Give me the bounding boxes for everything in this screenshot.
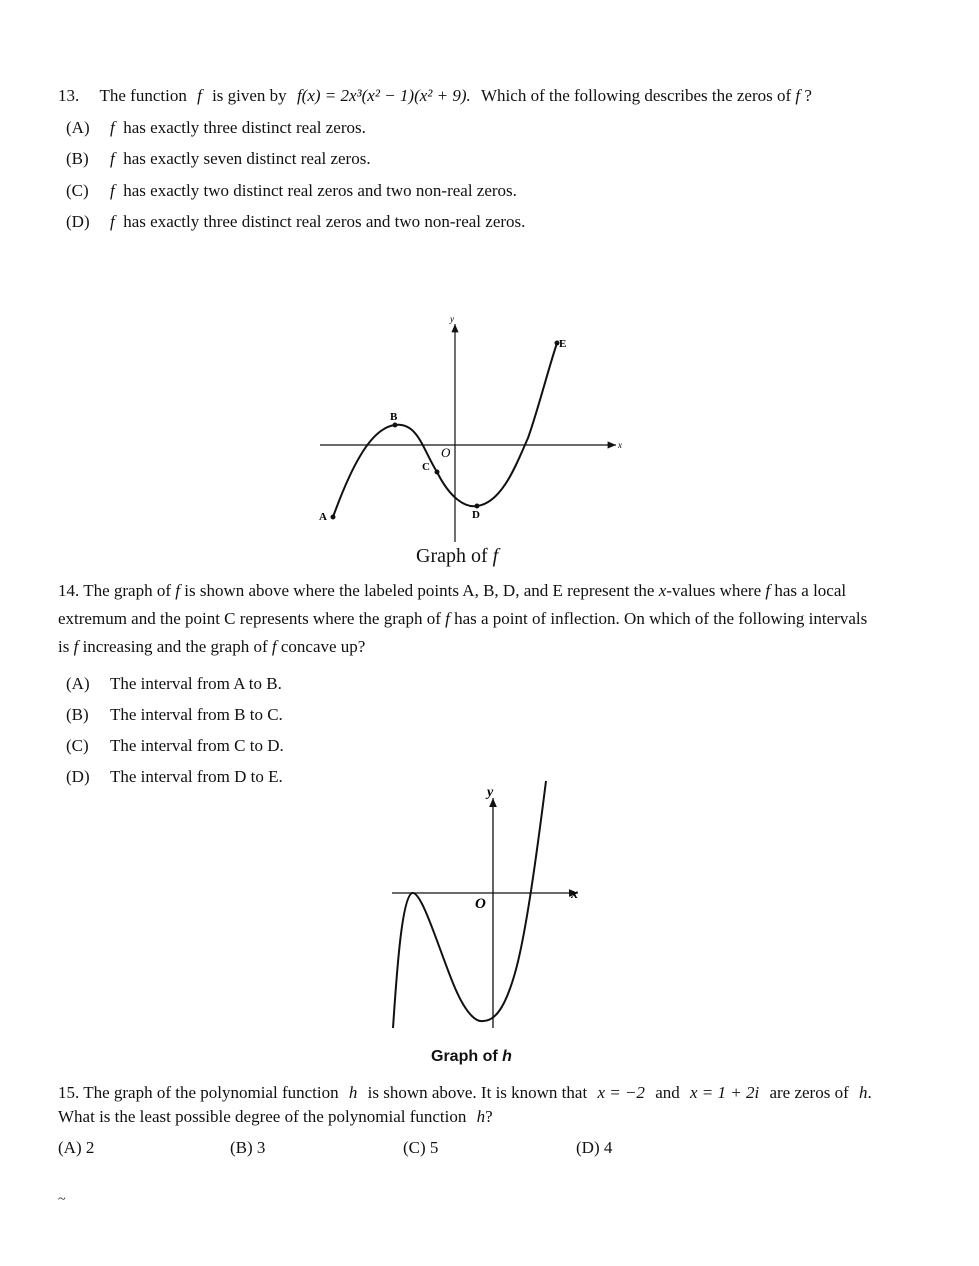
q13-stem-suffix: Which of the following describes the zeros of: [481, 86, 792, 105]
func: h: [348, 1083, 358, 1102]
q13-option-a[interactable]: [66, 118, 366, 138]
option-func: f: [110, 212, 115, 231]
caption-text: Graph of: [431, 1048, 498, 1065]
func: f: [765, 581, 771, 600]
option-letter: (B): [66, 149, 89, 168]
text: extremum and the point C represents where the graph of: [58, 609, 441, 628]
option-letter: (D): [66, 767, 90, 786]
q14-line-3: [58, 637, 365, 657]
graph-h-y-label: y: [487, 785, 494, 800]
point-d-dot: [475, 504, 480, 509]
graph-f-caption: [416, 545, 498, 568]
q14-option-c[interactable]: [66, 736, 284, 756]
text: has a point of inflection. On which of the following intervals: [454, 609, 868, 628]
func: f: [445, 609, 450, 628]
caption-func: h: [502, 1048, 512, 1065]
q15-option-c[interactable]: [403, 1138, 438, 1158]
graph-f-origin: O: [441, 445, 451, 460]
text: concave up?: [280, 637, 366, 656]
text: increasing and the graph of: [82, 637, 268, 656]
q14-option-b[interactable]: [66, 705, 283, 725]
var-x: x: [658, 581, 667, 600]
q13-number: 13.: [58, 86, 80, 105]
option-text: has exactly three distinct real zeros.: [123, 118, 366, 137]
q13-func-name-2: f: [795, 86, 801, 105]
option-text: 3: [256, 1138, 266, 1157]
text: is shown above where the labeled points A, B, D, and E represent the: [184, 581, 655, 600]
graph-h: [380, 778, 600, 1033]
option-func: f: [110, 149, 115, 168]
text: What is the least possible degree of the polynomial function: [58, 1107, 467, 1126]
text: .: [867, 1083, 872, 1102]
option-letter: (B): [66, 705, 89, 724]
graph-f: [300, 310, 640, 545]
footer-mark: ~: [58, 1192, 66, 1207]
option-text: has exactly two distinct real zeros and two non-real zeros.: [123, 181, 517, 200]
point-c-dot: [435, 470, 440, 475]
graph-f-curve: [333, 343, 557, 517]
option-text: The interval from C to D.: [110, 736, 284, 755]
q13-stem-prefix: The function: [99, 86, 187, 105]
option-text: has exactly seven distinct real zeros.: [123, 149, 371, 168]
option-func: f: [110, 118, 115, 137]
q13-option-b[interactable]: [66, 149, 371, 169]
point-b-dot: [393, 423, 398, 428]
text: ?: [485, 1107, 493, 1126]
q14-line-1: [58, 581, 846, 601]
text: and: [655, 1083, 680, 1102]
graph-h-caption: [431, 1048, 512, 1066]
func: h: [858, 1083, 868, 1102]
text: 14. The graph of: [58, 581, 171, 600]
option-letter: (A): [58, 1138, 82, 1157]
option-letter: (A): [66, 118, 90, 137]
option-letter: (D): [576, 1138, 600, 1157]
q14-option-a[interactable]: [66, 674, 282, 694]
option-text: The interval from B to C.: [110, 705, 283, 724]
option-func: f: [110, 181, 115, 200]
point-c-label: C: [422, 461, 430, 473]
text: -values where: [666, 581, 762, 600]
text: is shown above. It is known that: [367, 1083, 588, 1102]
option-text: The interval from A to B.: [110, 674, 282, 693]
q13-equation: f(x) = 2x³(x² − 1)(x² + 9).: [296, 86, 471, 105]
graph-f-x-label: x: [618, 440, 622, 450]
graph-h-x-label: x: [571, 887, 578, 902]
option-text: 5: [429, 1138, 439, 1157]
text: are zeros of: [769, 1083, 849, 1102]
option-letter: (C): [66, 181, 89, 200]
point-e-label: E: [559, 338, 567, 350]
func: f: [271, 637, 277, 656]
caption-func: f: [492, 545, 499, 567]
option-letter: (A): [66, 674, 90, 693]
point-a-dot: [331, 515, 336, 520]
q13-option-d[interactable]: [66, 212, 525, 232]
text: 15. The graph of the polynomial function: [58, 1083, 339, 1102]
option-letter: (C): [66, 736, 89, 755]
option-letter: (B): [230, 1138, 253, 1157]
q13-stem-mid: is given by: [212, 86, 287, 105]
zero-2: x = 1 + 2i: [689, 1083, 760, 1102]
q13-option-c[interactable]: [66, 181, 517, 201]
func: f: [175, 581, 180, 600]
q15-option-a[interactable]: [58, 1138, 94, 1158]
q14-line-2: [58, 609, 867, 629]
q15-option-b[interactable]: [230, 1138, 265, 1158]
q13-stem: [58, 86, 812, 106]
caption-text: Graph of: [416, 545, 488, 567]
func: f: [73, 637, 79, 656]
graph-h-origin: O: [475, 896, 486, 912]
point-a-label: A: [319, 511, 327, 523]
q13-stem-end: ?: [804, 86, 812, 105]
text: has a local: [774, 581, 847, 600]
q13-func-name: f: [197, 86, 202, 105]
option-letter: (C): [403, 1138, 426, 1157]
func: h: [476, 1107, 486, 1126]
q15-line-1: [58, 1083, 872, 1103]
option-text: 4: [603, 1138, 613, 1157]
q15-line-2: [58, 1107, 493, 1127]
option-text: has exactly three distinct real zeros and two non-real zeros.: [123, 212, 526, 231]
graph-f-y-label: y: [450, 314, 454, 324]
option-text: 2: [85, 1138, 95, 1157]
graph-h-curve: [393, 781, 546, 1028]
text: is: [58, 637, 70, 656]
point-d-label: D: [472, 509, 480, 521]
option-letter: (D): [66, 212, 90, 231]
q15-option-d[interactable]: [576, 1138, 612, 1158]
option-text: The interval from D to E.: [110, 767, 283, 786]
zero-1: x = −2: [597, 1083, 645, 1102]
q14-option-d[interactable]: [66, 767, 283, 787]
point-b-label: B: [390, 411, 398, 423]
